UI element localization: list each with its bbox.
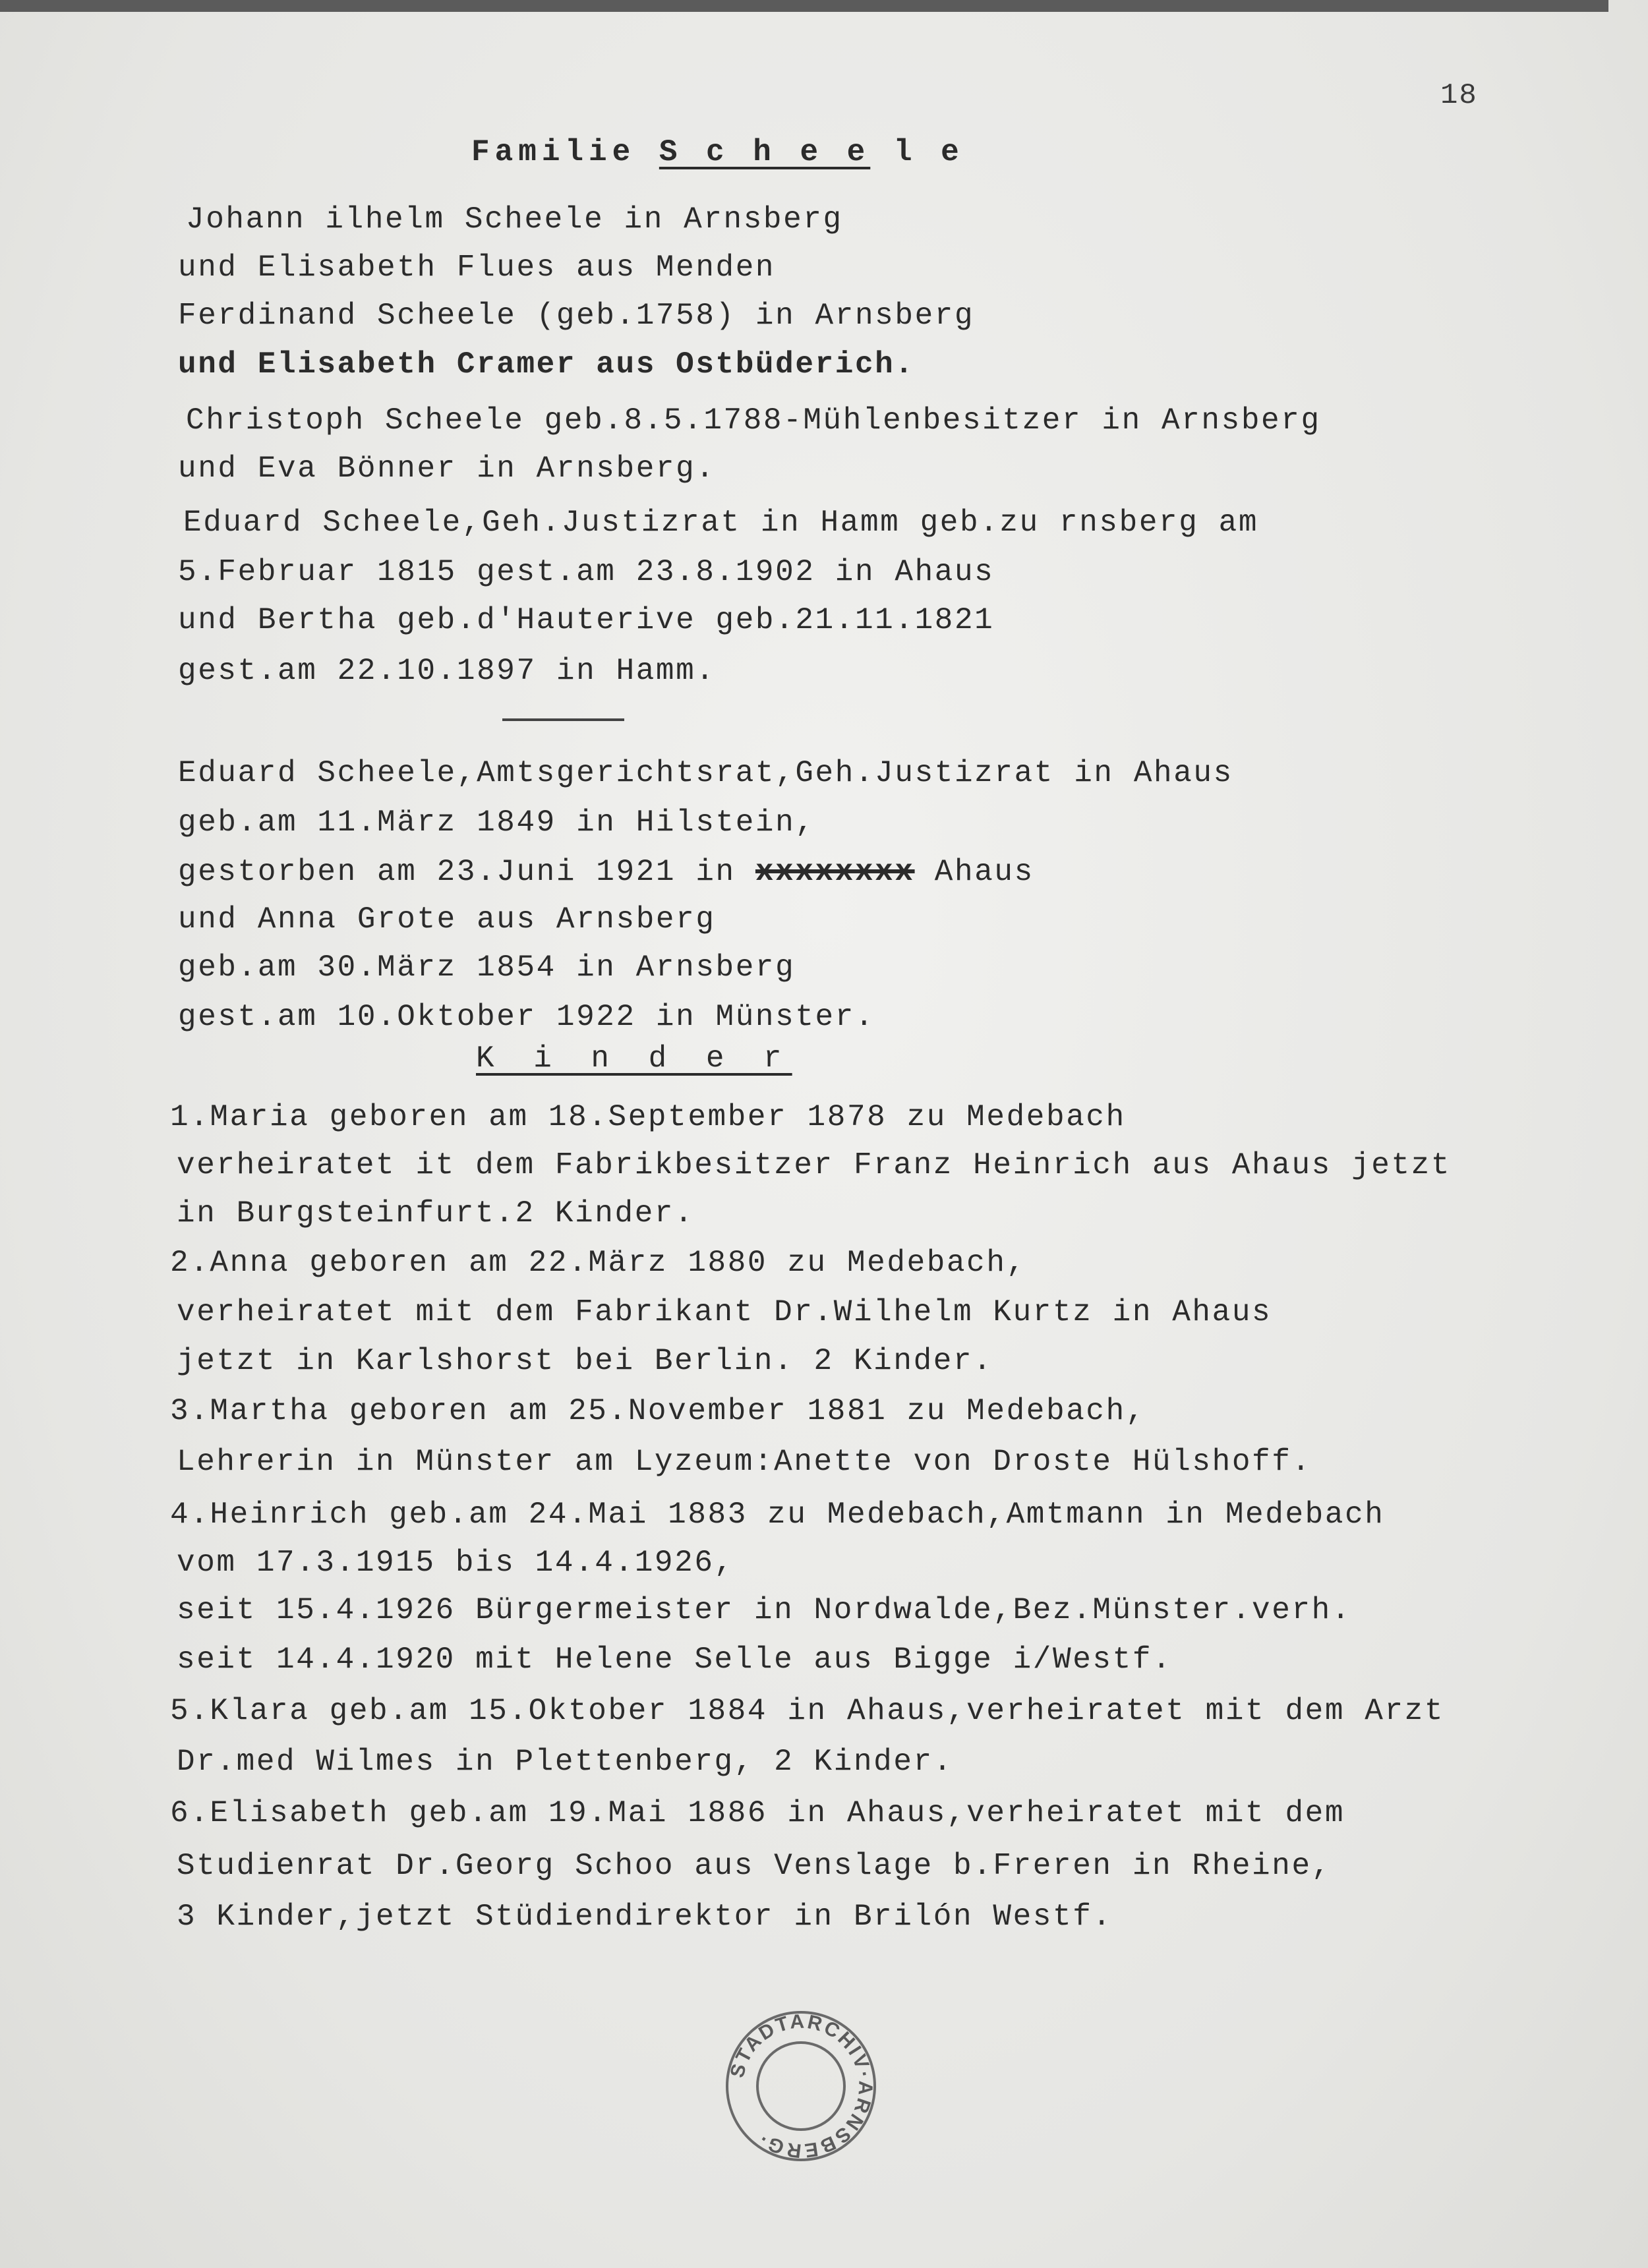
child-line: 1.Maria geboren am 18.September 1878 zu Medebach (170, 1100, 1126, 1134)
child-line: 3.Martha geboren am 25.November 1881 zu Medebach, (170, 1394, 1146, 1428)
child-line: Lehrerin in Münster am Lyzeum:Anette von Droste Hülshoff. (177, 1445, 1312, 1479)
child-line: seit 15.4.1926 Bürgermeister in Nordwalde,Bez.Münster.verh. (177, 1593, 1352, 1627)
child-line: verheiratet it dem Fabrikbesitzer Franz Heinrich aus Ahaus jetzt (177, 1148, 1452, 1182)
parent-line-part: Ahaus (914, 855, 1034, 889)
ancestor-line: Christoph Scheele geb.8.5.1788-Mühlenbesitzer in Arnsberg (186, 403, 1321, 438)
ancestor-line: und Elisabeth Flues aus Menden (178, 250, 776, 285)
child-line: 2.Anna geboren am 22.März 1880 zu Medebach, (170, 1246, 1026, 1280)
parent-line: gest.am 10.Oktober 1922 in Münster. (178, 1000, 875, 1034)
child-line: vom 17.3.1915 bis 14.4.1926, (177, 1546, 734, 1580)
parent-line-part: gestorben am 23.Juni 1921 in (178, 855, 755, 889)
child-line: in Burgsteinfurt.2 Kinder. (177, 1196, 695, 1231)
heading-suffix: l e (870, 135, 964, 169)
child-line: 6.Elisabeth geb.am 19.Mai 1886 in Ahaus,verheiratet mit dem (170, 1796, 1345, 1830)
ancestor-line: und Eva Bönner in Arnsberg. (178, 451, 716, 486)
children-heading: K i n d e r (476, 1041, 792, 1076)
ancestor-line: Eduard Scheele,Geh.Justizrat in Hamm geb.zu rnsberg am (183, 506, 1259, 540)
parent-line: Eduard Scheele,Amtsgerichtsrat,Geh.Justizrat in Ahaus (178, 756, 1233, 790)
heading-prefix: Familie (471, 135, 659, 169)
stamp-text: STADTARCHIV·ARNSBERG· (726, 2010, 877, 2162)
child-line: Dr.med Wilmes in Plettenberg, 2 Kinder. (177, 1745, 953, 1779)
parent-line (178, 857, 1034, 887)
heading-underlined: S c h e e (659, 135, 871, 169)
child-line: 5.Klara geb.am 15.Oktober 1884 in Ahaus,verheiratet mit dem Arzt (170, 1694, 1445, 1728)
parent-line: geb.am 30.März 1854 in Arnsberg (178, 950, 796, 985)
ancestor-line: gest.am 22.10.1897 in Hamm. (178, 654, 716, 688)
child-line: Studienrat Dr.Georg Schoo aus Venslage b.Freren in Rheine, (177, 1849, 1332, 1883)
child-line: jetzt in Karlshorst bei Berlin. 2 Kinder. (177, 1344, 993, 1378)
child-line: 4.Heinrich geb.am 24.Mai 1883 zu Medebach,Amtmann in Medebach (170, 1497, 1385, 1532)
parent-line: und Anna Grote aus Arnsberg (178, 902, 716, 937)
ancestor-line: und Bertha geb.d'Hauterive geb.21.11.1821 (178, 603, 995, 637)
parent-line: geb.am 11.März 1849 in Hilstein, (178, 805, 815, 840)
struck-text: xxxxxxxx (755, 855, 915, 889)
scan-top-edge (0, 0, 1608, 12)
child-line: seit 14.4.1920 mit Helene Selle aus Bigge i/Westf. (177, 1643, 1173, 1677)
section-divider (502, 718, 624, 721)
ancestor-line: Ferdinand Scheele (geb.1758) in Arnsberg (178, 299, 975, 333)
page-number: 18 (1440, 79, 1478, 112)
ancestor-line: Johann ilhelm Scheele in Arnsberg (186, 202, 843, 237)
ancestor-line: 5.Februar 1815 gest.am 23.8.1902 in Ahaus (178, 555, 995, 589)
ancestor-line: und Elisabeth Cramer aus Ostbüderich. (178, 347, 915, 382)
archive-stamp-icon (722, 2007, 880, 2165)
child-line: verheiratet mit dem Fabrikant Dr.Wilhelm Kurtz in Ahaus (177, 1295, 1272, 1329)
child-line: 3 Kinder,jetzt Stüdiendirektor in Brilón Westf. (177, 1900, 1113, 1934)
family-heading (471, 135, 964, 169)
